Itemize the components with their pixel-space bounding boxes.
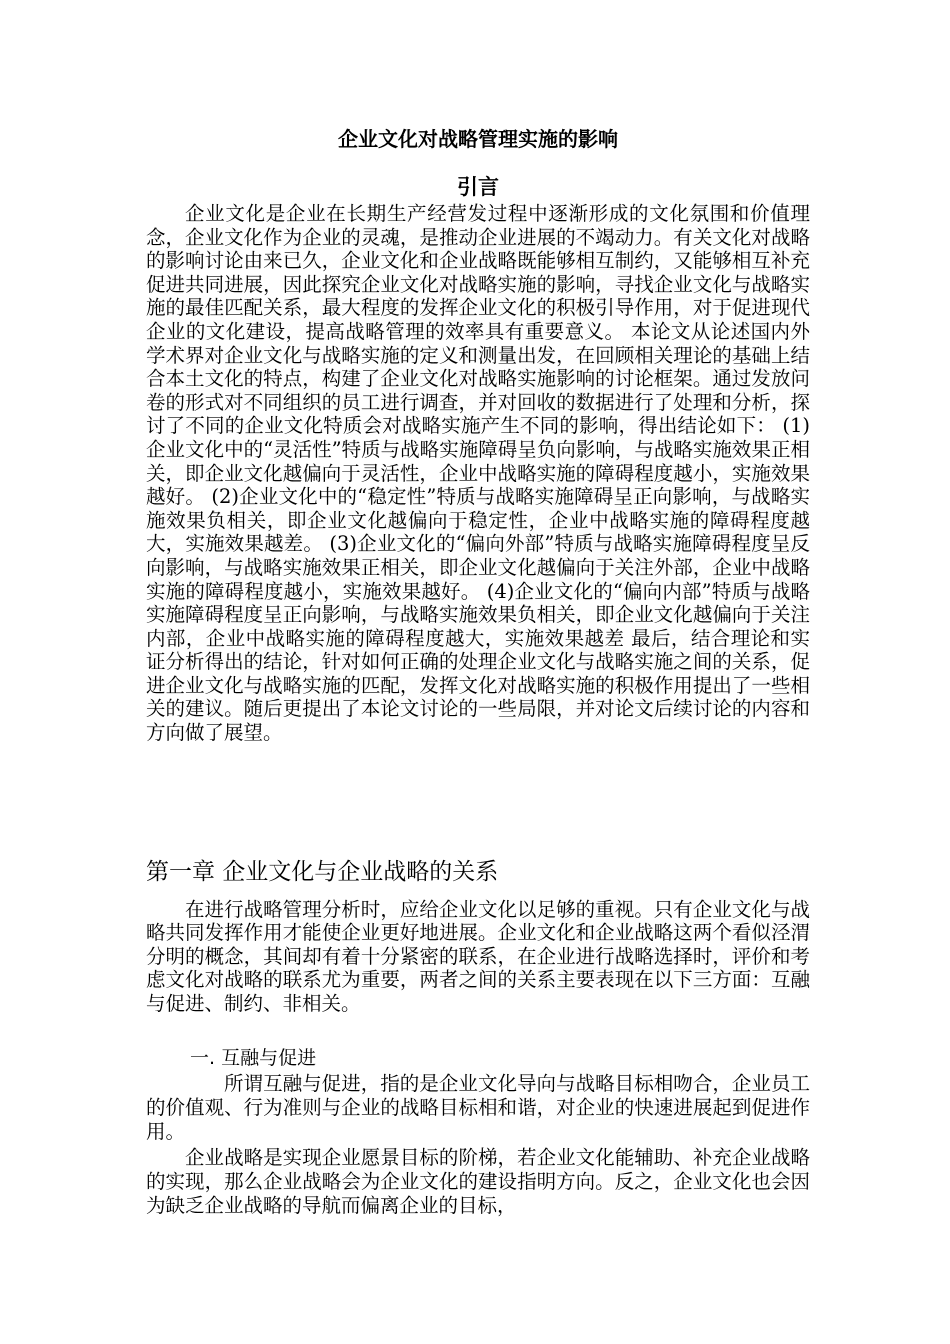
section-paragraph-2: 企业战略是实现企业愿景目标的阶梯，若企业文化能辅助、补充企业战略的实现，那么企业战略会为企业文化的建设指明方向。反之，企业文化也会因为缺乏企业战略的导航而偏离企业的目标， [146, 1146, 810, 1217]
intro-heading: 引言 [457, 175, 499, 199]
chapter-paragraph: 在进行战略管理分析时，应给企业文化以足够的重视。只有企业文化与战略共同发挥作用才能使企业更好地进展。企业文化和企业战略这两个看似泾渭分明的概念，其间却有着十分紧密的联系，在企业进行战略选择时，评价和考虑文化对战略的联系尤为重要，两者之间的关系主要表现在以下三方面：互融与促进、制约、非相关。 [146, 898, 810, 1015]
section-paragraph-1: 所谓互融与促进，指的是企业文化导向与战略目标相吻合，企业员工的价值观、行为准则与企业的战略目标相和谐，对企业的快速进展起到促进作用。 [146, 1072, 810, 1143]
chapter-heading: 第一章 企业文化与企业战略的关系 [146, 859, 499, 885]
document-title: 企业文化对战略管理实施的影响 [338, 127, 618, 151]
intro-paragraph: 企业文化是企业在长期生产经营发过程中逐渐形成的文化氛围和价值理念，企业文化作为企业的灵魂，是推动企业进展的不竭动力。有关文化对战略的影响讨论由来已久，企业文化和企业战略既能够相互制约，又能够相互补充促进共同进展，因此探究企业文化对战略实施的影响，寻找企业文化与战略实施的最佳匹配关系，最大程度的发挥企业文化的积极引导作用，对于促进现代企业的文化建设，提高战略管理的效率具有重要意义。 本论文从论述国内外学术界对企业文化与战略实施的定义和测量出发，在回顾相关理论的基础上结合本土文化的特点，构建了企业文化对战略实施影响的讨论框架。通过发放问卷的形式对不同组织的员工进行调查，并对回收的数据进行了处理和分析，探讨了不同的企业文化特质会对战略实施产生不同的影响，得出结论如下： (1)企业文化中的“灵活性”特质与战略实施障碍呈负向影响，与战略实施效果正相关，即企业文化越偏向于灵活性，企业中战略实施的障碍程度越小，实施效果越好。 (2)企业文化中的“稳定性”特质与战略实施障碍呈正向影响，与战略实施效果负相关，即企业文化越偏向于稳定性，企业中战略实施的障碍程度越大，实施效果越差。 (3)企业文化的“偏向外部”特质与战略实施障碍程度呈反向影响，与战略实施效果正相关，即企业文化越偏向于关注外部，企业中战略实施的障碍程度越小，实施效果越好。 (4)企业文化的“偏向内部”特质与战略实施障碍程度呈正向影响，与战略实施效果负相关，即企业文化越偏向于关注内部，企业中战略实施的障碍程度越大，实施效果越差 最后，结合理论和实证分析得出的结论，针对如何正确的处理企业文化与战略实施之间的关系，促进企业文化与战略实施的匹配，发挥文化对战略实施的积极作用提出了一些相关的建议。随后更提出了本论文讨论的一些局限，并对论文后续讨论的内容和方向做了展望。 [146, 202, 810, 745]
section-heading: 一. 互融与促进 [190, 1047, 317, 1069]
